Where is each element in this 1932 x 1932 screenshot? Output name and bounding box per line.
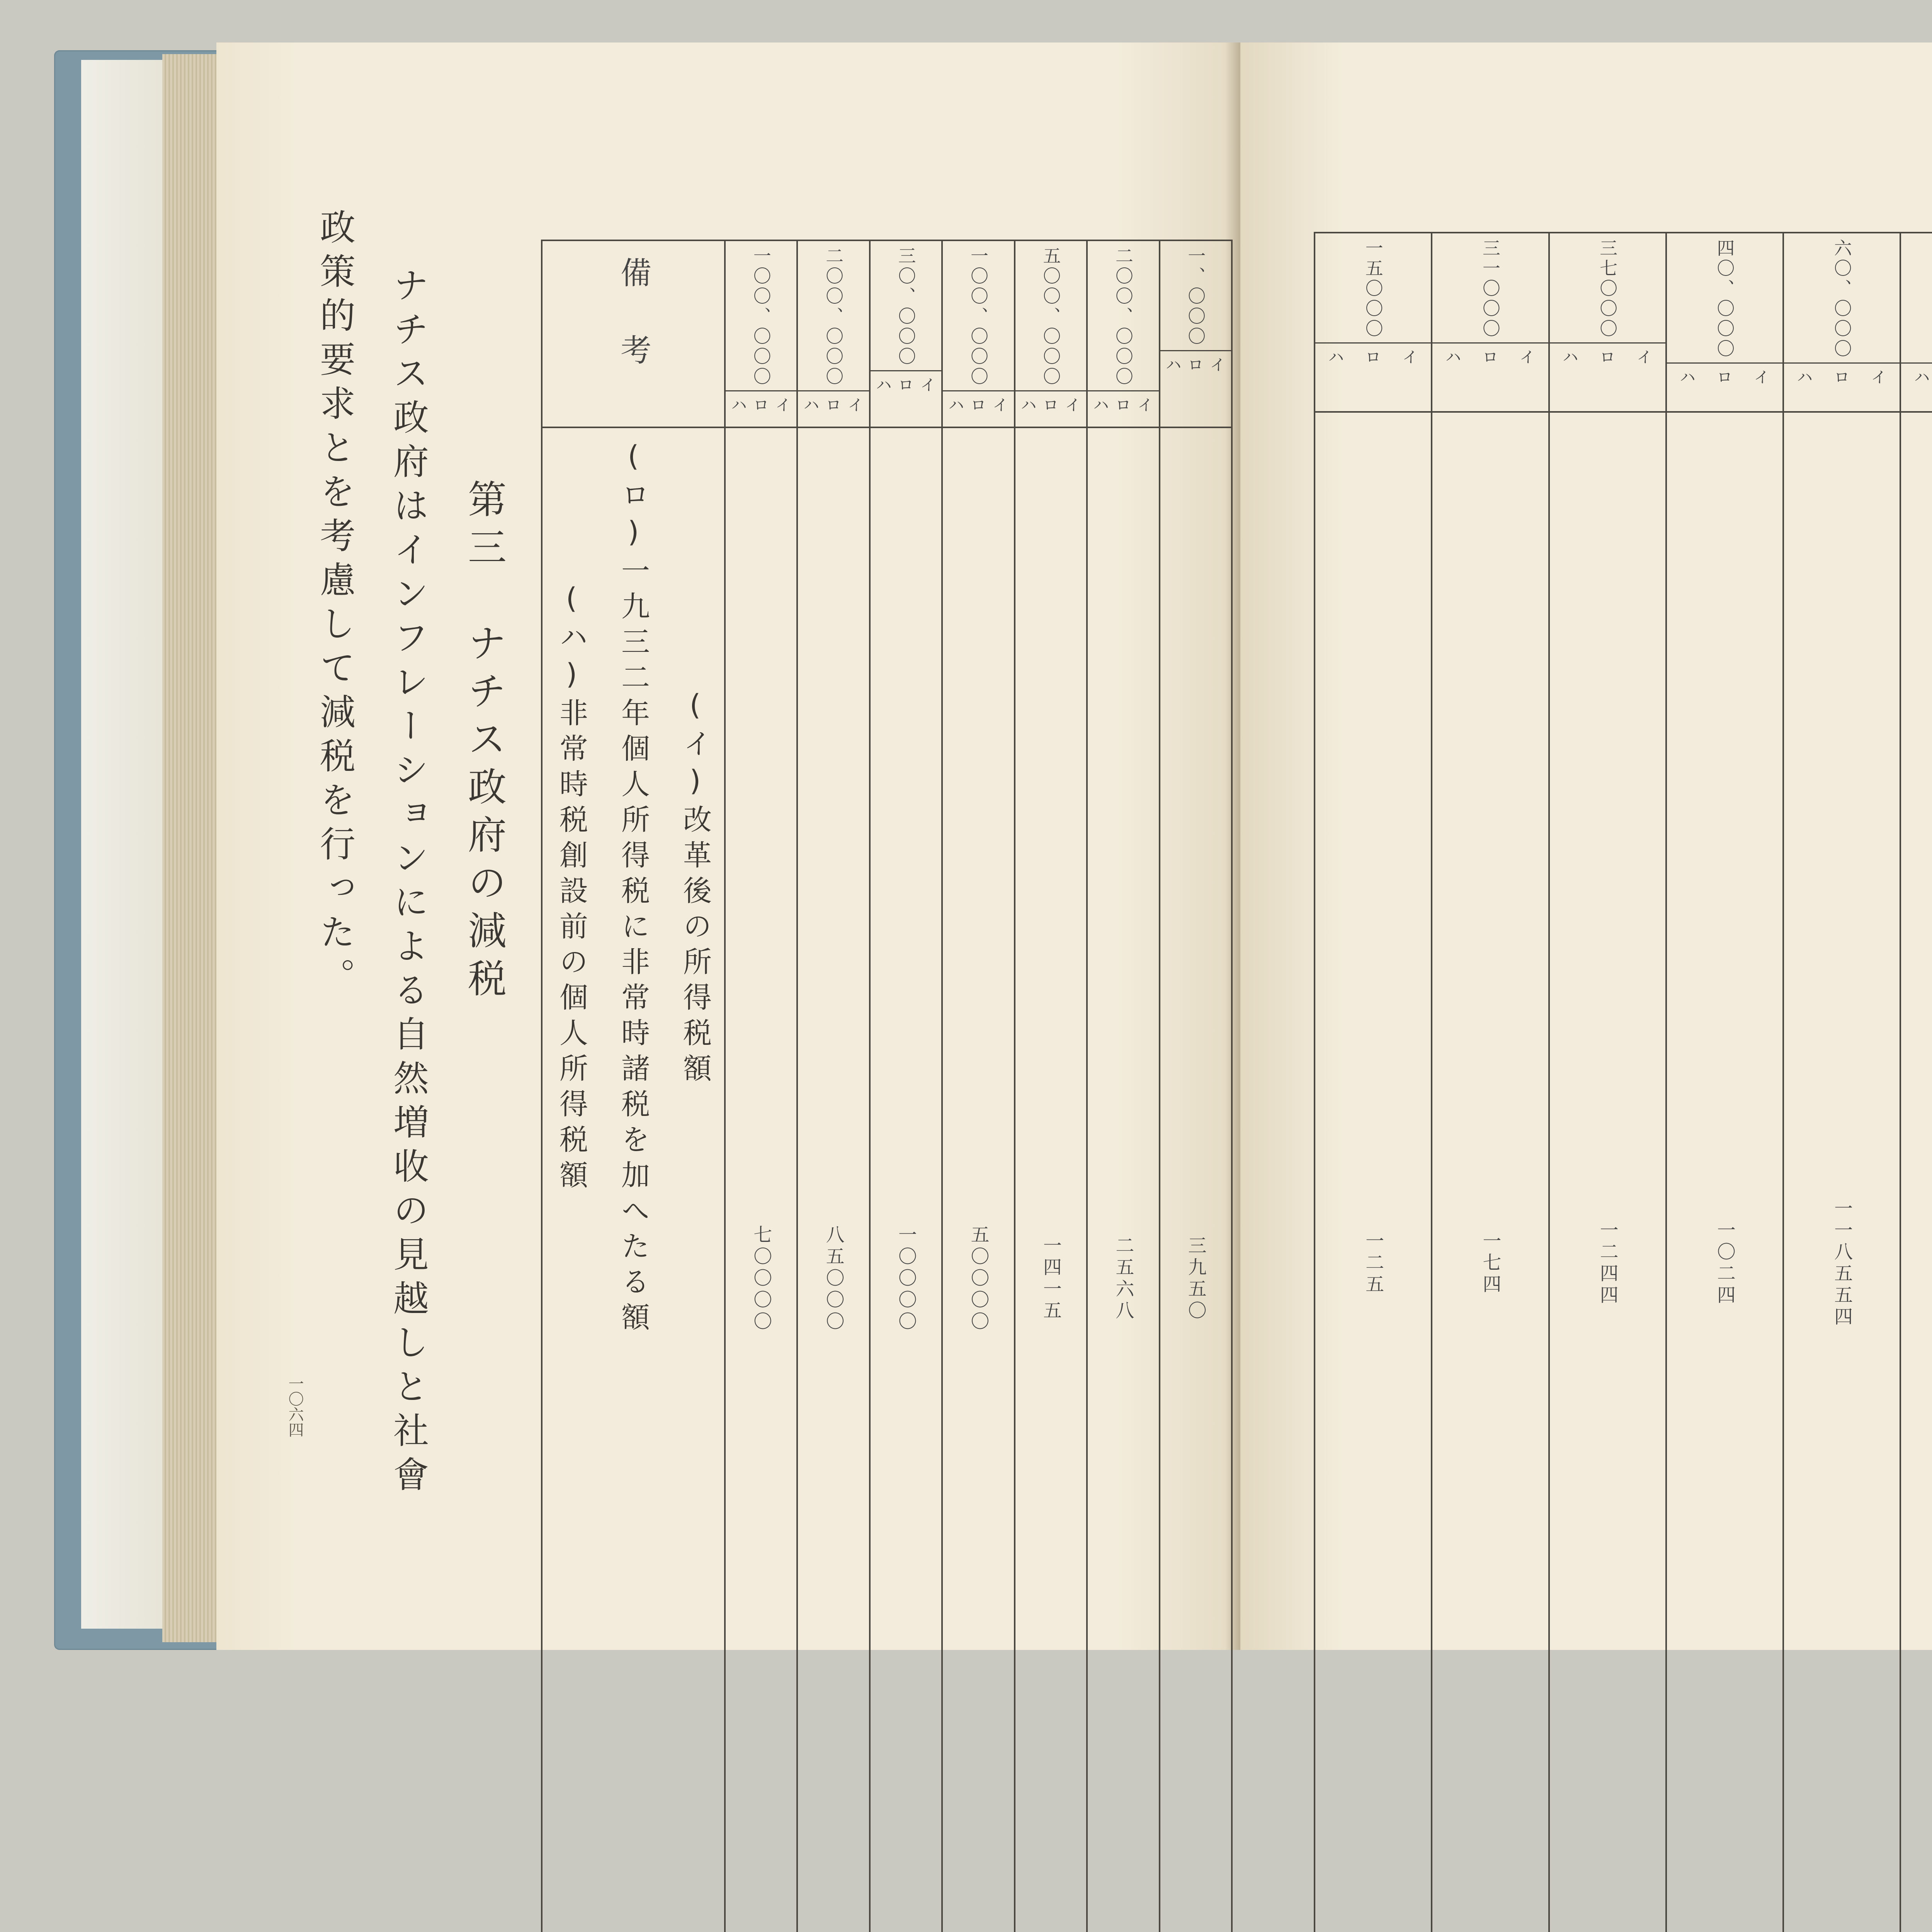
table-cell (870, 427, 942, 1932)
income-bracket: 二〇〇、〇〇〇 (1110, 247, 1137, 387)
sub-labels (1901, 362, 1932, 391)
table-cell (1666, 412, 1783, 1932)
sub-label: ロ (971, 393, 986, 415)
column-header (1315, 233, 1432, 412)
table-row (1315, 412, 1932, 1932)
sub-label: ハ (731, 393, 747, 415)
table-cell (725, 427, 797, 1932)
sub-labels (1550, 342, 1665, 371)
sub-label: ロ (1717, 365, 1732, 387)
sub-label: ハ (1446, 345, 1461, 367)
table-row (542, 427, 1232, 1932)
table-cell (942, 427, 1014, 1932)
sub-labels (1160, 350, 1231, 379)
cell-value: 一二五 (1359, 420, 1387, 1932)
sub-label: イ (1138, 393, 1153, 415)
sub-label: イ (1871, 365, 1886, 387)
column-header (1666, 233, 1783, 412)
column-header (942, 240, 1014, 427)
table-cell (1160, 427, 1232, 1932)
biko-label: 備考 (611, 257, 656, 411)
sub-label: イ (1065, 393, 1081, 415)
table-cell (1432, 412, 1549, 1932)
cell-value: 一〇〇〇〇 (892, 435, 920, 1932)
biko-header (542, 240, 725, 427)
sub-label: ハ (1680, 365, 1696, 387)
sub-labels (1315, 342, 1431, 371)
sub-label: ハ (949, 393, 964, 415)
sub-label: ハ (804, 393, 819, 415)
cell-value: 二五六八 (1109, 435, 1137, 1932)
cell-value: 三九五〇 (1182, 435, 1209, 1932)
sub-label: イ (848, 393, 863, 415)
column-header (1549, 233, 1666, 412)
sub-label: ハ (876, 373, 891, 395)
column-header (725, 240, 797, 427)
income-bracket: 一、〇〇〇 (1182, 247, 1209, 347)
note-line: (イ)改革後の所得税額 (668, 440, 722, 1338)
table-cell (1315, 412, 1432, 1932)
sub-label: ハ (1563, 345, 1578, 367)
sub-label: ロ (1600, 345, 1615, 367)
sub-label: イ (1402, 345, 1418, 367)
column-header (1900, 233, 1932, 412)
sub-label: ロ (898, 373, 914, 395)
income-bracket: 四〇、〇〇〇 (1711, 239, 1738, 359)
cell-value: 八五〇〇〇 (820, 435, 847, 1932)
sub-labels (726, 390, 796, 419)
left-tax-table (541, 240, 1233, 1932)
sub-label: イ (920, 373, 936, 395)
table-cell (1783, 412, 1900, 1932)
column-header (797, 240, 869, 427)
income-bracket: 一五〇〇〇 (1360, 239, 1387, 339)
cell-value: 七〇〇〇〇 (747, 435, 775, 1932)
sub-labels (871, 370, 941, 399)
note-line: (ハ)非常時税創設前の個人所得税額 (544, 440, 599, 1338)
column-header (1160, 240, 1232, 427)
income-bracket: 三〇、〇〇〇 (893, 247, 920, 367)
cell-value: 一二四四 (1594, 420, 1621, 1932)
column-header (1432, 233, 1549, 412)
cell-value: 五〇〇〇〇 (964, 435, 992, 1932)
sub-labels (1667, 362, 1782, 391)
cell-value: 一一八五五四 (1828, 420, 1856, 1932)
body-line-1: ナチス政府はインフレーションによる自然増收の見越しと社會 (383, 267, 434, 1500)
income-bracket: 三七〇〇〇 (1594, 239, 1621, 339)
sub-label: ロ (1834, 365, 1850, 387)
note-line: (ロ)一九三二年個人所得税に非常時諸税を加へたる額 (606, 440, 660, 1338)
cell-value: 一〇二四 (1711, 420, 1738, 1932)
sub-labels (1088, 390, 1158, 419)
sub-labels (943, 390, 1014, 419)
column-header (1783, 233, 1900, 412)
sub-label: ロ (826, 393, 841, 415)
sub-label: イ (776, 393, 791, 415)
sub-label: イ (993, 393, 1008, 415)
sub-labels (1784, 362, 1900, 391)
income-bracket: 五〇〇、〇〇〇 (1037, 247, 1064, 387)
sub-label: ハ (1166, 353, 1181, 375)
right-tax-table (1314, 232, 1932, 1932)
sub-label: ロ (753, 393, 769, 415)
income-bracket: 二〇〇、〇〇〇 (820, 247, 847, 387)
sub-label: ロ (1043, 393, 1058, 415)
column-header (1087, 240, 1159, 427)
sub-label: ハ (1797, 365, 1813, 387)
sub-labels (1015, 390, 1086, 419)
sub-label: イ (1754, 365, 1769, 387)
cell-value: 一七四 (1476, 420, 1504, 1932)
table-cell (797, 427, 869, 1932)
table-cell (1549, 412, 1666, 1932)
sub-label: ロ (1483, 345, 1498, 367)
sub-label: ロ (1366, 345, 1381, 367)
sub-labels (1432, 342, 1548, 371)
page-number-left: 一〇六四 (284, 1376, 306, 1437)
sub-label: ロ (1116, 393, 1131, 415)
sub-labels (798, 390, 869, 419)
sub-label: ハ (1914, 365, 1930, 387)
body-line-2: 政策的要求とを考慮して減税を行った。 (309, 209, 360, 1002)
income-bracket: 一〇〇、〇〇〇 (748, 247, 775, 387)
income-bracket: 六〇、〇〇〇 (1828, 239, 1855, 359)
sub-label: ハ (1328, 345, 1344, 367)
income-bracket: 三一〇〇〇 (1477, 239, 1504, 339)
sub-label: ハ (1021, 393, 1036, 415)
column-header (1015, 240, 1087, 427)
section-heading: 第三 ナチス政府の減税 (456, 479, 512, 1006)
table-cell (1900, 412, 1932, 1932)
income-bracket: 一〇〇、〇〇〇 (965, 247, 992, 387)
table-cell (1087, 427, 1159, 1932)
notes-cell (542, 427, 725, 1932)
sub-label: イ (1210, 353, 1225, 375)
sub-label: ハ (1094, 393, 1109, 415)
sub-label: イ (1637, 345, 1652, 367)
table-cell (1015, 427, 1087, 1932)
column-header (870, 240, 942, 427)
sub-label: ロ (1188, 353, 1203, 375)
cell-value: 一四一五 (1037, 435, 1065, 1932)
sub-label: イ (1520, 345, 1535, 367)
